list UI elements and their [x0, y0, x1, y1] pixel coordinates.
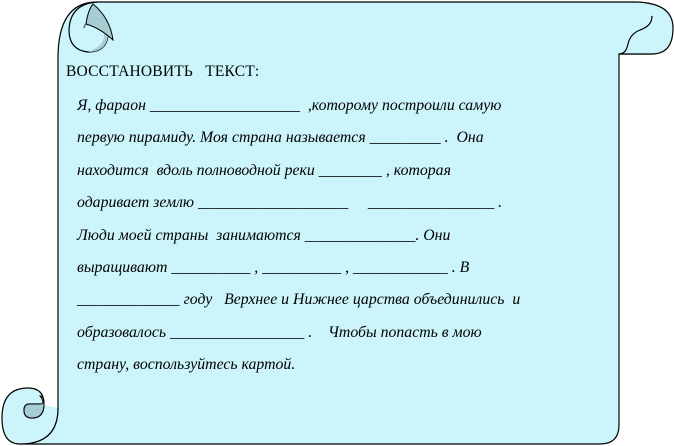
text-line-7: _____________ году Верхнее и Нижнее царства объединились и: [77, 291, 521, 309]
text-line-4: одаривает землю ___________________ ________________ .: [77, 194, 503, 212]
fill-in-text: [77, 92, 617, 384]
exercise-heading: ВОССТАНОВИТЬ ТЕКСТ:: [66, 63, 260, 80]
text-line-2: первую пирамиду. Моя страна называется _________ . Она: [77, 129, 484, 147]
text-line-6: выращивают __________ , __________ , ____________ . В: [77, 258, 470, 276]
text-line-1: Я, фараон ___________________ ,которому построили самую: [77, 97, 502, 114]
text-line-9: страну, воспользуйтесь картой.: [77, 356, 296, 374]
text-line-3: находится вдоль полноводной реки ________ , которая: [77, 161, 451, 179]
text-line-5: Люди моей страны занимаются ______________. Они: [77, 226, 451, 244]
text-line-8: образовалось _________________ . Чтобы попасть в мою: [77, 323, 482, 341]
